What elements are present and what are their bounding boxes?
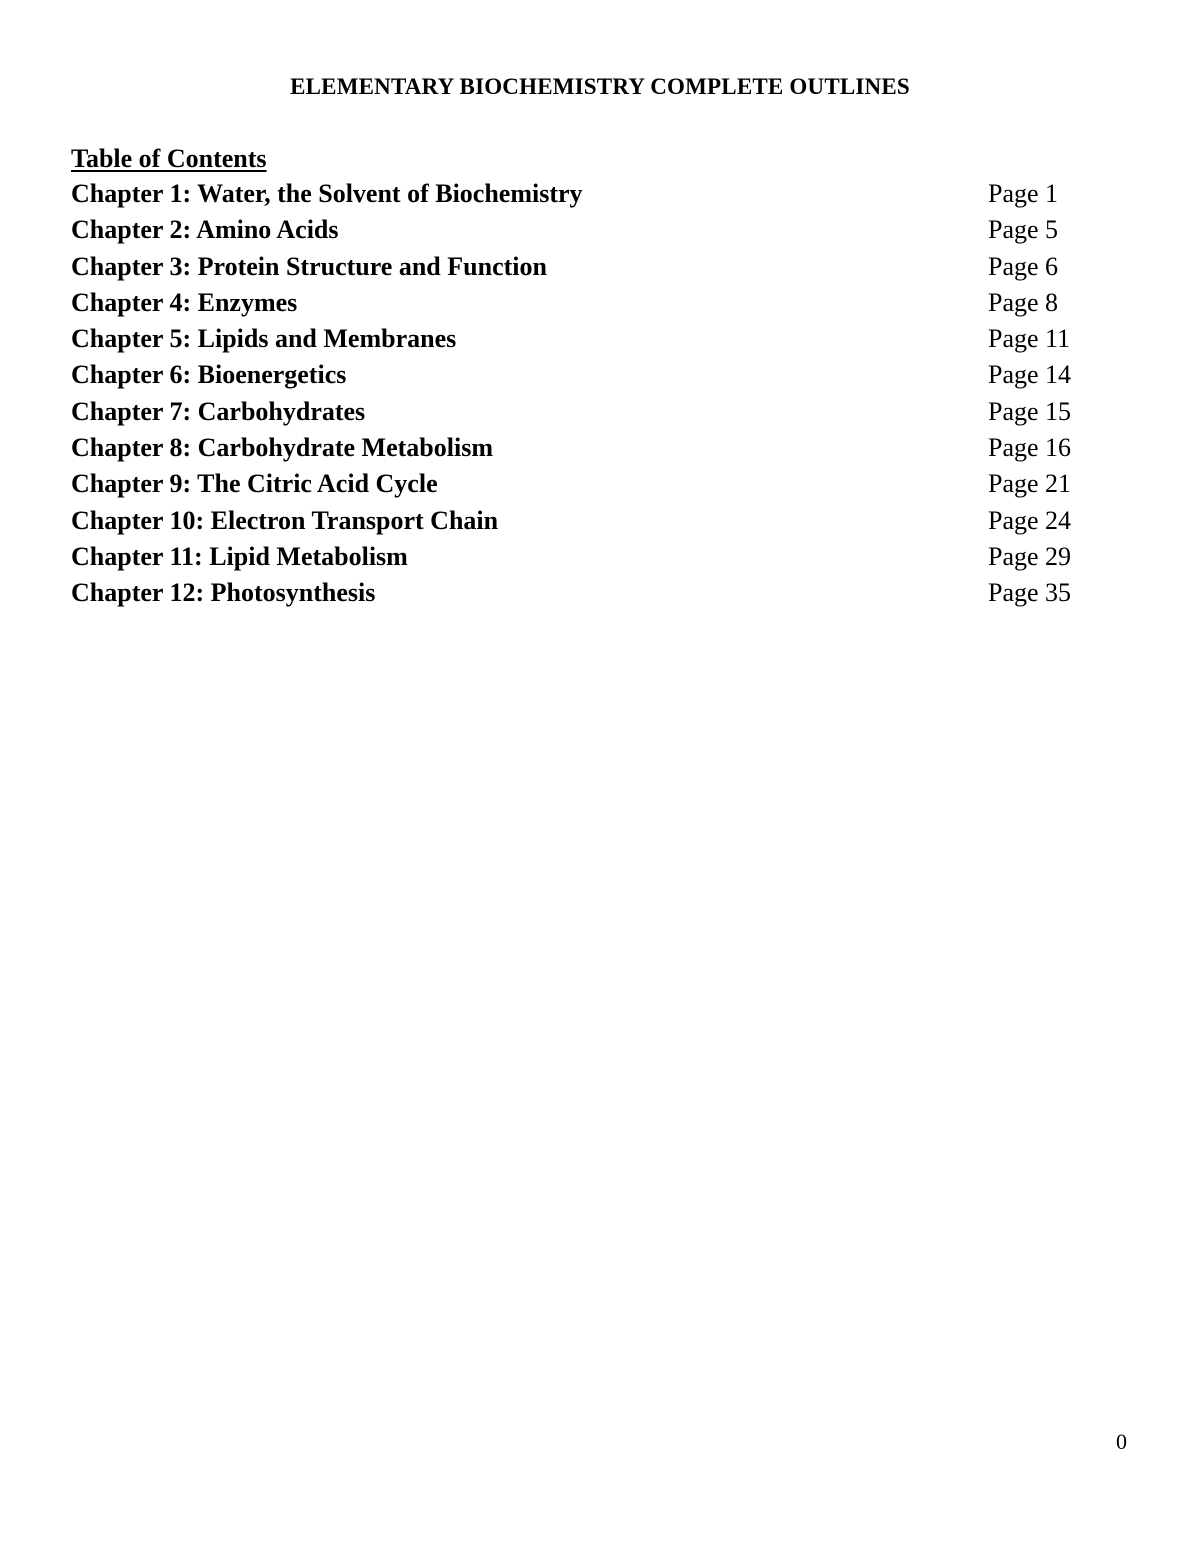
toc-entry-page: Page 35 [988,578,1072,608]
toc-entry [71,575,1131,611]
toc-entry-page: Page 29 [988,541,1072,571]
toc-entry-page: Page 24 [988,505,1072,535]
toc-entry-page: Page 8 [988,287,1059,317]
toc-entry-title: Chapter 10: Electron Transport Chain [71,505,499,535]
toc-entry-page: Page 16 [988,433,1072,463]
toc-entry-title: Chapter 3: Protein Structure and Function [71,251,547,281]
toc-entry-page: Page 5 [988,215,1059,245]
toc-entry [71,285,1131,321]
toc-heading: Table of Contents [71,144,267,173]
toc-entry-title: Chapter 8: Carbohydrate Metabolism [71,433,493,463]
toc-entry-title: Chapter 2: Amino Acids [71,215,339,245]
toc-entry-page: Page 21 [988,469,1072,499]
toc-entry-title: Chapter 4: Enzymes [71,287,298,317]
toc-entry [71,503,1131,539]
toc-entry [71,430,1131,466]
toc-entry [71,539,1131,575]
toc-entry [71,394,1131,430]
toc-entry-page: Page 15 [988,396,1072,426]
toc-entry [71,212,1131,248]
toc-entry [71,249,1131,285]
toc-entry-title: Chapter 9: The Citric Acid Cycle [71,469,438,499]
toc-entry-page: Page 1 [988,179,1059,208]
toc-list [71,176,1131,612]
toc-entry [71,176,1131,212]
toc-entry-page: Page 14 [988,360,1072,390]
toc-entry-title: Chapter 6: Bioenergetics [71,360,347,390]
toc-entry [71,357,1131,393]
toc-entry-page: Page 6 [988,251,1059,281]
toc-entry-title: Chapter 7: Carbohydrates [71,396,366,426]
page-number: 0 [1116,1429,1127,1454]
toc-entry-title: Chapter 12: Photosynthesis [71,578,376,608]
toc-entry [71,466,1131,502]
toc-entry-title: Chapter 5: Lipids and Membranes [71,324,457,354]
document-title: ELEMENTARY BIOCHEMISTRY COMPLETE OUTLINES [290,74,910,99]
toc-entry-title: Chapter 11: Lipid Metabolism [71,541,408,571]
toc-entry [71,321,1131,357]
toc-entry-page: Page 11 [988,324,1071,354]
toc-entry-title: Chapter 1: Water, the Solvent of Biochemistry [71,179,583,208]
